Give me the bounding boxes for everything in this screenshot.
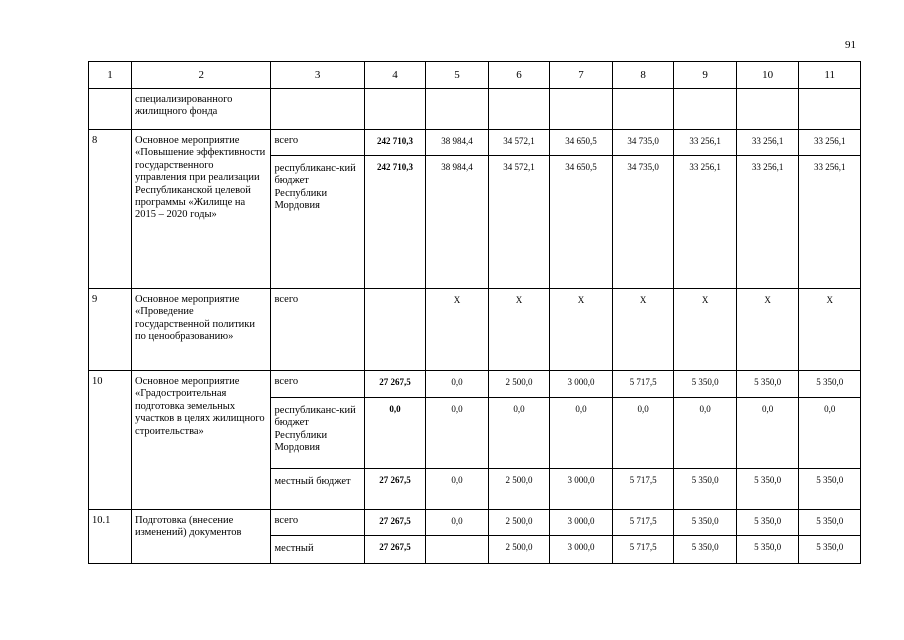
value-cell: 0,0 bbox=[426, 371, 489, 398]
value-cell: 5 717,5 bbox=[612, 510, 674, 536]
value-cell: 33 256,1 bbox=[799, 130, 861, 156]
value-cell bbox=[612, 89, 674, 130]
header-cell: 10 bbox=[736, 62, 799, 89]
total-value-cell: 27 267,5 bbox=[364, 469, 426, 510]
value-cell bbox=[550, 89, 613, 130]
table-row bbox=[89, 371, 861, 398]
header-cell: 1 bbox=[89, 62, 132, 89]
measure-name-cell: специализированного жилищного фонда bbox=[132, 89, 271, 130]
header-cell: 3 bbox=[271, 62, 364, 89]
value-cell: 0,0 bbox=[674, 398, 737, 469]
value-cell: 5 350,0 bbox=[736, 371, 799, 398]
value-cell bbox=[488, 89, 550, 130]
value-cell: Х bbox=[736, 289, 799, 371]
value-cell: 0,0 bbox=[426, 469, 489, 510]
value-cell: 5 717,5 bbox=[612, 469, 674, 510]
value-cell bbox=[799, 89, 861, 130]
value-cell: 33 256,1 bbox=[736, 130, 799, 156]
value-cell: 0,0 bbox=[612, 398, 674, 469]
source-cell: местный бюджет bbox=[271, 469, 364, 510]
value-cell: Х bbox=[426, 289, 489, 371]
measure-name-cell: Основное мероприятие «Градостроительная подготовка земельных участков в целях жилищного строительства» bbox=[132, 371, 271, 510]
value-cell: 33 256,1 bbox=[674, 130, 737, 156]
header-cell: 5 bbox=[426, 62, 489, 89]
value-cell: 5 350,0 bbox=[674, 510, 737, 536]
value-cell: 5 350,0 bbox=[674, 536, 737, 564]
value-cell: 33 256,1 bbox=[674, 156, 737, 289]
value-cell: 34 572,1 bbox=[488, 130, 550, 156]
header-cell: 2 bbox=[132, 62, 271, 89]
value-cell: 2 500,0 bbox=[488, 510, 550, 536]
header-cell: 7 bbox=[550, 62, 613, 89]
value-cell bbox=[674, 89, 737, 130]
value-cell: 5 350,0 bbox=[674, 371, 737, 398]
value-cell: 5 717,5 bbox=[612, 371, 674, 398]
total-value-cell: 0,0 bbox=[364, 398, 426, 469]
value-cell: Х bbox=[612, 289, 674, 371]
row-id-cell: 9 bbox=[89, 289, 132, 371]
measure-name-cell: Основное мероприятие «Повышение эффективности государственного управления при реализации Республиканской целевой программы «Жилище на 2015 – 2020 годы» bbox=[132, 130, 271, 289]
value-cell: 5 350,0 bbox=[799, 371, 861, 398]
header-cell: 9 bbox=[674, 62, 737, 89]
row-id-cell: 8 bbox=[89, 130, 132, 289]
measure-name-cell: Основное мероприятие «Проведение государственной политики по ценообразованию» bbox=[132, 289, 271, 371]
source-cell: всего bbox=[271, 510, 364, 536]
value-cell: 0,0 bbox=[799, 398, 861, 469]
value-cell: 0,0 bbox=[550, 398, 613, 469]
value-cell: 5 350,0 bbox=[736, 469, 799, 510]
value-cell: Х bbox=[488, 289, 550, 371]
value-cell: 5 717,5 bbox=[612, 536, 674, 564]
table-row bbox=[89, 289, 861, 371]
row-id-cell bbox=[89, 89, 132, 130]
value-cell: 34 572,1 bbox=[488, 156, 550, 289]
total-value-cell: 27 267,5 bbox=[364, 371, 426, 398]
value-cell: 5 350,0 bbox=[736, 536, 799, 564]
value-cell: 2 500,0 bbox=[488, 469, 550, 510]
value-cell: 3 000,0 bbox=[550, 536, 613, 564]
total-value-cell: 242 710,3 bbox=[364, 130, 426, 156]
value-cell: 0,0 bbox=[426, 398, 489, 469]
value-cell: 0,0 bbox=[426, 510, 489, 536]
value-cell: 0,0 bbox=[488, 398, 550, 469]
header-row bbox=[89, 62, 861, 89]
funding-table bbox=[88, 61, 861, 564]
header-cell: 6 bbox=[488, 62, 550, 89]
source-cell: всего bbox=[271, 130, 364, 156]
source-cell: республиканс-кий бюджет Республики Мордовия bbox=[271, 398, 364, 469]
table-row bbox=[89, 130, 861, 156]
value-cell: 5 350,0 bbox=[736, 510, 799, 536]
header-cell: 11 bbox=[799, 62, 861, 89]
table-row bbox=[89, 510, 861, 536]
total-value-cell bbox=[364, 289, 426, 371]
value-cell: 34 735,0 bbox=[612, 130, 674, 156]
measure-name-cell: Подготовка (внесение изменений) документов bbox=[132, 510, 271, 564]
value-cell: 34 650,5 bbox=[550, 156, 613, 289]
total-value-cell: 242 710,3 bbox=[364, 156, 426, 289]
value-cell bbox=[736, 89, 799, 130]
value-cell: 2 500,0 bbox=[488, 371, 550, 398]
value-cell: 38 984,4 bbox=[426, 130, 489, 156]
value-cell: 34 735,0 bbox=[612, 156, 674, 289]
value-cell: 33 256,1 bbox=[799, 156, 861, 289]
source-cell: всего bbox=[271, 289, 364, 371]
value-cell: 2 500,0 bbox=[488, 536, 550, 564]
value-cell: Х bbox=[799, 289, 861, 371]
value-cell: 3 000,0 bbox=[550, 371, 613, 398]
value-cell bbox=[426, 536, 489, 564]
value-cell: 38 984,4 bbox=[426, 156, 489, 289]
value-cell: 33 256,1 bbox=[736, 156, 799, 289]
table-row bbox=[89, 89, 861, 130]
value-cell: 0,0 bbox=[736, 398, 799, 469]
value-cell: Х bbox=[550, 289, 613, 371]
value-cell: 3 000,0 bbox=[550, 510, 613, 536]
value-cell: 3 000,0 bbox=[550, 469, 613, 510]
value-cell bbox=[426, 89, 489, 130]
page-number: 91 bbox=[845, 39, 856, 51]
row-id-cell: 10 bbox=[89, 371, 132, 510]
header-cell: 4 bbox=[364, 62, 426, 89]
value-cell: 5 350,0 bbox=[799, 536, 861, 564]
value-cell: 5 350,0 bbox=[674, 469, 737, 510]
row-id-cell: 10.1 bbox=[89, 510, 132, 564]
source-cell: всего bbox=[271, 371, 364, 398]
source-cell: местный bbox=[271, 536, 364, 564]
value-cell: 5 350,0 bbox=[799, 510, 861, 536]
value-cell bbox=[364, 89, 426, 130]
value-cell: 5 350,0 bbox=[799, 469, 861, 510]
source-cell bbox=[271, 89, 364, 130]
header-cell: 8 bbox=[612, 62, 674, 89]
total-value-cell: 27 267,5 bbox=[364, 510, 426, 536]
total-value-cell: 27 267,5 bbox=[364, 536, 426, 564]
value-cell: Х bbox=[674, 289, 737, 371]
source-cell: республиканс-кий бюджет Республики Мордовия bbox=[271, 156, 364, 289]
value-cell: 34 650,5 bbox=[550, 130, 613, 156]
